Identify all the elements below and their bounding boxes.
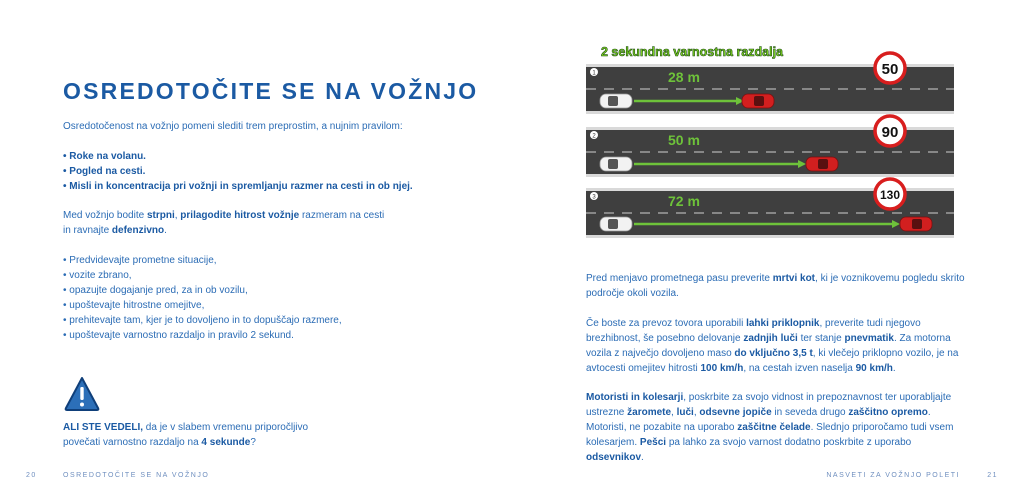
distance-label: 50 m xyxy=(668,132,700,148)
svg-text:90: 90 xyxy=(881,124,899,141)
trailer-paragraph: Če boste za prevoz tovora uporabili lahki priklopnik, preverite tudi njegovo brezhibnost, še posebno delovanje zadnjih luči ter stanje pnevmatik. Za motorna vozila z največjo dovoljeno maso do vključno 3,5 t, ki vlečejo priklopno vozilo, je na avtocesti omejitev hitrosti 100 km/h, na cestah izven naselja 90 km/h. xyxy=(586,318,959,374)
intro-text: Osredotočenost na vožnjo pomeni slediti trem preprostim, a nujnim pravilom: xyxy=(63,121,403,132)
driving-paragraph: Med vožnjo bodite strpni, prilagodite hitrost vožnje razmeram na cesti in ravnajte defenzivno. xyxy=(63,210,385,236)
distance-row-3 xyxy=(586,179,954,238)
footer-title: NASVETI ZA VOŽNJO POLETI xyxy=(826,472,960,479)
list-item: • upoštevajte hitrostne omejitve, xyxy=(63,300,205,311)
page-title: OSREDOTOČITE SE NA VOŽNJO xyxy=(63,78,479,104)
diagram-title: 2 sekundna varnostna razdalja xyxy=(601,45,784,59)
warning-icon xyxy=(64,376,100,412)
list-item: • upoštevajte varnostno razdaljo in pravilo 2 sekund. xyxy=(63,330,294,341)
list-item: • Predvidevajte prometne situacije, xyxy=(63,255,217,266)
rules-list xyxy=(63,149,483,194)
list-item: • Pogled na cesti. xyxy=(63,166,146,177)
svg-text:130: 130 xyxy=(879,188,901,202)
list-item: • Misli in koncentracija pri vožnji in spremljanju razmer na cesti in ob njej. xyxy=(63,181,413,192)
advice-list xyxy=(63,253,463,343)
list-item: • Roke na volanu. xyxy=(63,151,146,162)
list-item: • vozite zbrano, xyxy=(63,270,132,281)
list-item: • opazujte dogajanje pred, za in ob vozilu, xyxy=(63,285,248,296)
list-item: • prehitevajte tam, kjer je to dovoljeno in to dopuščajo razmere, xyxy=(63,315,342,326)
distance-label: 72 m xyxy=(668,193,700,209)
visibility-paragraph: Motoristi in kolesarji, poskrbite za svojo vidnost in prepoznavnost ter uporabljajte ustrezne žaromete, luči, odsevne jopiče in seveda drugo zaščitno opremo. Motoristi, ne pozabite na uporabo zaščitne čelade. Slednjo priporočamo tudi vsem kolesarjem. Pešci pa lahko za svojo varnost dodatno poskrbite z uporabo odsevnikov. xyxy=(586,392,954,463)
row-number: 3 xyxy=(592,194,596,201)
row-number: 1 xyxy=(592,70,596,77)
row-number: 2 xyxy=(592,133,596,140)
page-number: 20 xyxy=(26,472,37,479)
safety-distance-diagram xyxy=(586,44,954,238)
blind-spot-paragraph: Pred menjavo prometnega pasu preverite mrtvi kot, ki je voznikovemu pogledu skrito področje okoli vozila. xyxy=(586,273,965,299)
distance-row-1 xyxy=(586,53,954,114)
svg-text:50: 50 xyxy=(881,61,899,78)
footer-title: OSREDOTOČITE SE NA VOŽNJO xyxy=(63,472,210,479)
right-page xyxy=(512,0,1024,483)
distance-row-2 xyxy=(586,116,954,177)
distance-label: 28 m xyxy=(668,69,700,85)
did-you-know-note: ALI STE VEDELI, da je v slabem vremenu priporočljivo povečati varnostno razdaljo na 4 sekunde? xyxy=(63,422,309,448)
page-number: 21 xyxy=(987,472,998,479)
